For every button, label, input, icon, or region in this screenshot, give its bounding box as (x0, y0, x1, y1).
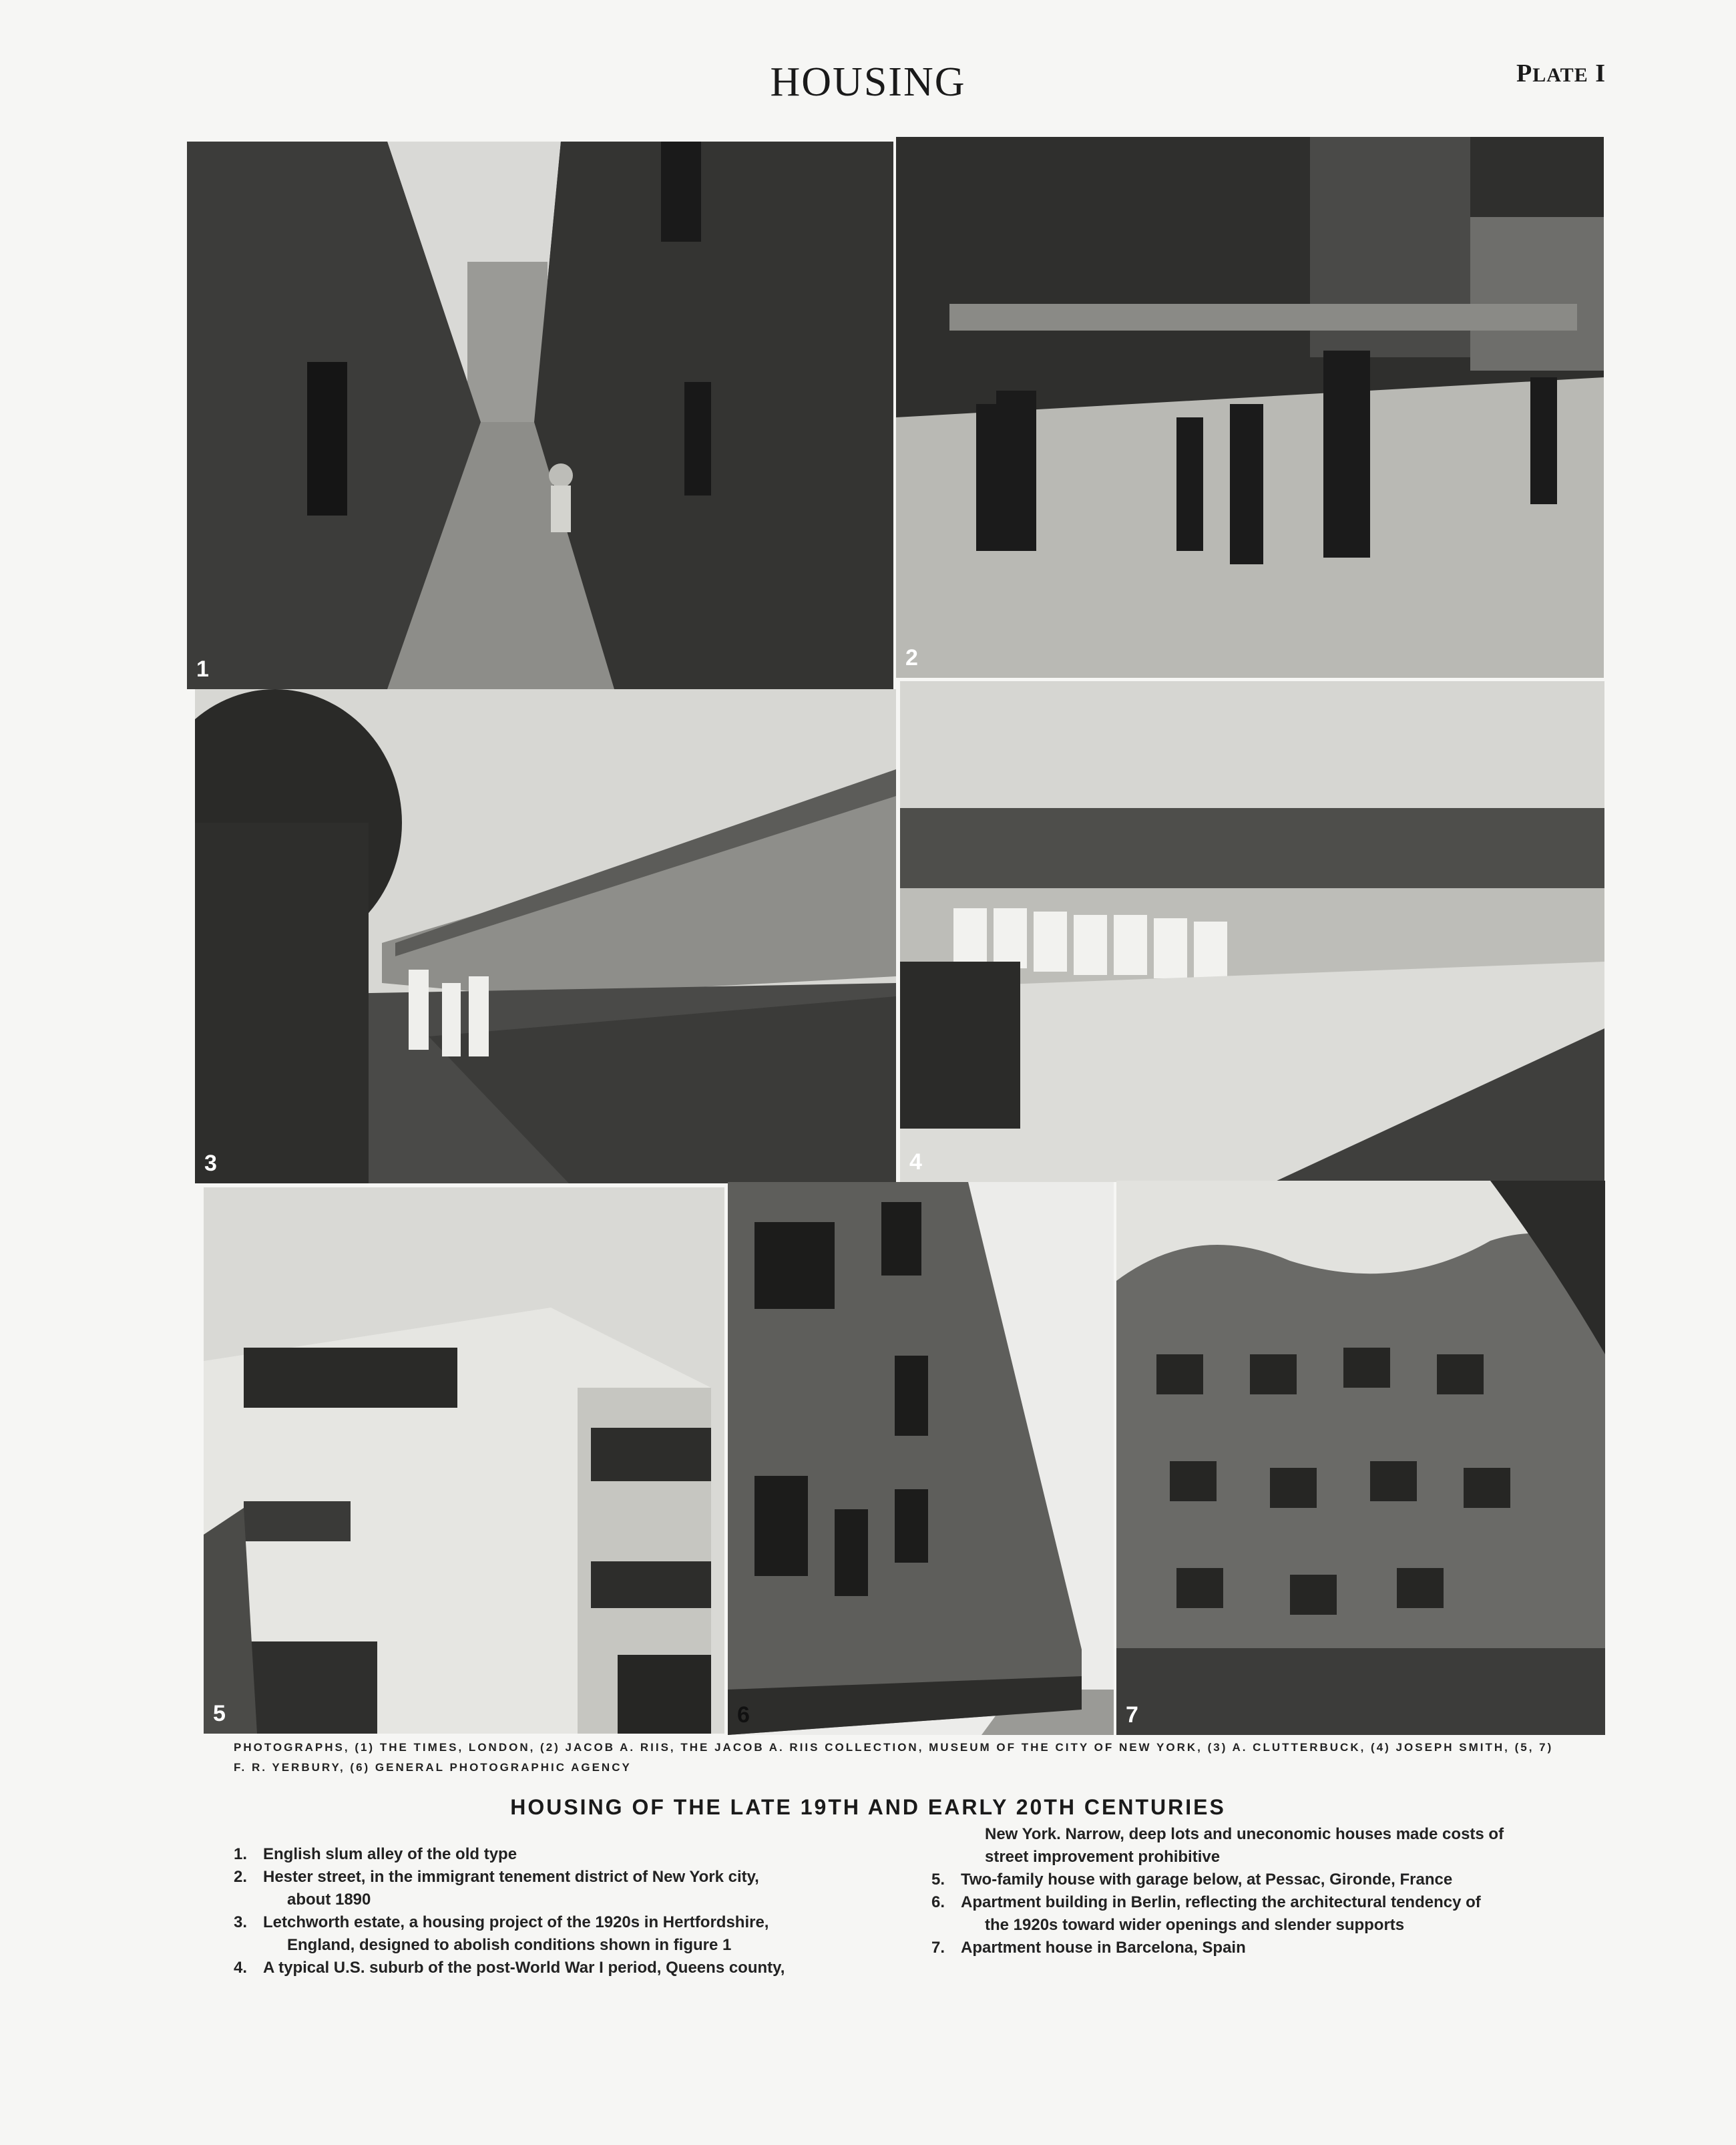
caption-item-5: 5. Two-family house with garage below, at Pessac, Gironde, France (931, 1871, 1453, 1889)
plate-number: I (1595, 59, 1606, 87)
figure-number-7: 7 (1126, 1702, 1138, 1728)
photo-3-image (195, 689, 896, 1183)
caption-item-4-continued: New York. Narrow, deep lots and uneconomic houses made costs of (985, 1825, 1504, 1843)
photo-1-slum-alley (187, 142, 893, 689)
figure-number-3: 3 (204, 1151, 217, 1176)
plate-word-rest: LATE (1532, 64, 1588, 86)
credits-line-2: F. R. YERBURY, (6) GENERAL PHOTOGRAPHIC AGENCY (234, 1761, 632, 1774)
plate-word-initial: P (1516, 59, 1533, 87)
photo-4-queens-suburb (900, 681, 1604, 1182)
figure-number-5: 5 (213, 1701, 226, 1726)
captions-left-column (234, 1843, 895, 1979)
figure-number-2: 2 (905, 645, 918, 670)
photo-5-image (204, 1187, 724, 1734)
photo-4-image (900, 681, 1604, 1182)
caption-item-7: 7. Apartment house in Barcelona, Spain (931, 1939, 1246, 1957)
captions-right-column (931, 1823, 1599, 1959)
photo-7-barcelona-apartment (1116, 1181, 1605, 1735)
photo-1-image (187, 142, 893, 689)
photo-6-image (728, 1182, 1114, 1735)
photo-2-image (896, 137, 1604, 678)
photo-3-letchworth-estate (195, 689, 896, 1183)
figure-number-1: 1 (196, 656, 209, 682)
caption-item-4-continued-2: street improvement prohibitive (985, 1848, 1221, 1866)
photo-6-berlin-apartments (728, 1182, 1114, 1735)
plate-label (1516, 59, 1606, 88)
photo-5-pessac-house (204, 1187, 724, 1734)
figure-number-6: 6 (737, 1702, 750, 1728)
credits-line-1: PHOTOGRAPHS, (1) THE TIMES, LONDON, (2) JACOB A. RIIS, THE JACOB A. RIIS COLLECTION, MUSEUM OF THE CITY OF NEW YORK, (3) A. CLUTTERBUCK, (4) JOSEPH SMITH, (5, 7) (234, 1741, 1554, 1754)
photo-2-hester-street (896, 137, 1604, 678)
caption-item-3: 3. Letchworth estate, a housing project of the 1920s in Hertfordshire, England, designed to abolish conditions shown in figure 1 (234, 1913, 769, 1954)
photo-credits (234, 1738, 1589, 1778)
caption-item-2: 2. Hester street, in the immigrant tenement district of New York city, about 1890 (234, 1868, 759, 1909)
caption-item-4: 4. A typical U.S. suburb of the post-World War I period, Queens county, (234, 1959, 785, 1977)
figure-number-4: 4 (909, 1149, 922, 1175)
caption-item-6: 6. Apartment building in Berlin, reflecting the architectural tendency of the 1920s toward wider openings and slender supports (931, 1893, 1481, 1934)
page-title: HOUSING (770, 59, 966, 105)
photo-7-image (1116, 1181, 1605, 1735)
caption-title: HOUSING OF THE LATE 19TH AND EARLY 20TH CENTURIES (510, 1795, 1226, 1819)
caption-item-1: 1. English slum alley of the old type (234, 1845, 517, 1863)
